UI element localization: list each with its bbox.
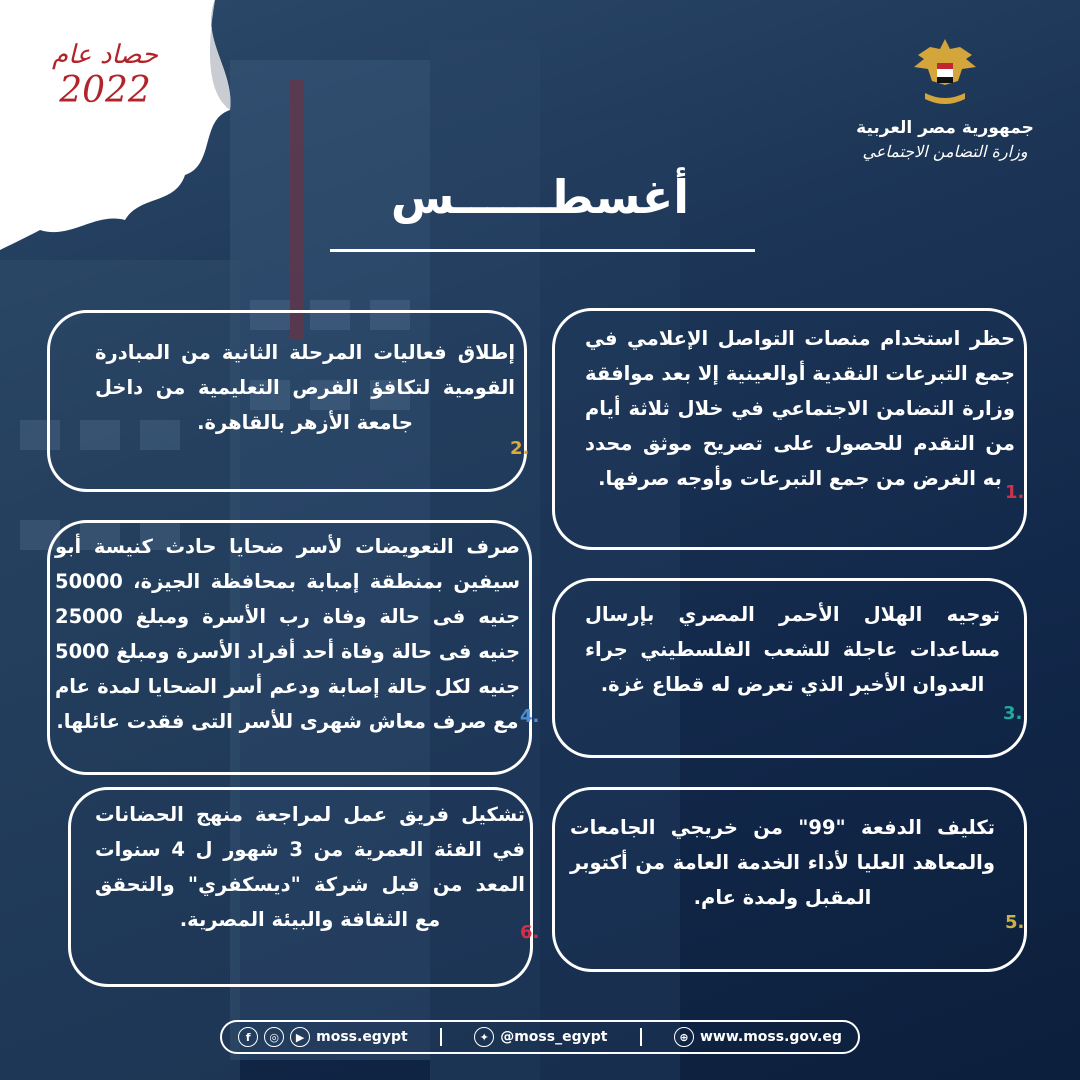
ministry-name: وزارة التضامن الاجتماعي bbox=[862, 142, 1028, 161]
item-number-4: 4. bbox=[520, 706, 540, 727]
country-name: جمهورية مصر العربية bbox=[856, 118, 1034, 138]
footer-divider bbox=[440, 1028, 442, 1046]
item-number-2: 2. bbox=[510, 438, 530, 459]
youtube-icon[interactable]: ▶ bbox=[290, 1027, 310, 1047]
social-footer bbox=[220, 1020, 860, 1054]
item-text-3: توجيه الهلال الأحمر المصري بإرسال مساعدات عاجلة للشعب الفلسطيني جراء العدوان الأخير الذي تعرض له قطاع غزة. bbox=[585, 603, 1000, 696]
twitter-handle-link[interactable]: @moss_egypt bbox=[500, 1029, 608, 1045]
globe-icon[interactable]: ⊕ bbox=[674, 1027, 694, 1047]
title-divider bbox=[330, 249, 755, 252]
website-group bbox=[674, 1027, 842, 1047]
social-group bbox=[238, 1027, 408, 1047]
instagram-icon[interactable]: ◎ bbox=[264, 1027, 284, 1047]
item-text-4: صرف التعويضات لأسر ضحايا حادث كنيسة أبو سيفين بمنطقة إمبابة بمحافظة الجيزة، 50000 جنيه فى حالة وفاة رب الأسرة ومبلغ 25000 جنيه فى حالة وفاة أحد أفراد الأسرة ومبلغ 5000 جنيه لكل حالة إصابة ودعم أسر الضحايا لمدة عام مع صرف معاش شهرى للأسر التى فقدت عائلها. bbox=[55, 535, 520, 733]
item-number-6: 6. bbox=[520, 922, 540, 943]
ministry-logo bbox=[830, 35, 1060, 161]
month-title: أغسطــــــس bbox=[390, 170, 690, 224]
harvest-title bbox=[30, 40, 180, 112]
twitter-icon[interactable]: ✦ bbox=[474, 1027, 494, 1047]
website-link[interactable]: www.moss.gov.eg bbox=[699, 1029, 842, 1045]
item-number-1: 1. bbox=[1005, 482, 1025, 503]
harvest-year: 2022 bbox=[59, 70, 151, 111]
item-number-5: 5. bbox=[1005, 912, 1025, 933]
item-text-5: تكليف الدفعة "99" من خريجي الجامعات والمعاهد العليا لأداء الخدمة العامة من أكتوبر المقبل ولمدة عام. bbox=[570, 816, 995, 909]
item-text-1: حظر استخدام منصات التواصل الإعلامي في جمع التبرعات النقدية أوالعينية إلا بعد موافقة وزارة التضامن الاجتماعي في خلال ثلاثة أيام من التقدم للحصول على تصريح موثق محدد به الغرض من جمع التبرعات وأوجه صرفها. bbox=[585, 327, 1015, 490]
item-text-6: تشكيل فريق عمل لمراجعة منهج الحضانات في الفئة العمرية من 3 شهور ل 4 سنوات المعد من قبل شركة "ديسكفري" والتحقق مع الثقافة والبيئة المصرية. bbox=[95, 803, 525, 931]
page-curl-decoration bbox=[0, 0, 260, 250]
harvest-label: حصاد عام bbox=[52, 40, 158, 70]
twitter-group bbox=[474, 1027, 607, 1047]
item-number-3: 3. bbox=[1003, 703, 1023, 724]
footer-divider bbox=[640, 1028, 642, 1046]
facebook-icon[interactable]: f bbox=[238, 1027, 258, 1047]
item-text-2: إطلاق فعاليات المرحلة الثانية من المبادرة القومية لتكافؤ الفرص التعليمية من داخل جامعة الأزهر بالقاهرة. bbox=[95, 341, 515, 434]
social-handle-link[interactable]: moss.egypt bbox=[316, 1029, 408, 1045]
eagle-emblem-icon bbox=[910, 35, 980, 110]
